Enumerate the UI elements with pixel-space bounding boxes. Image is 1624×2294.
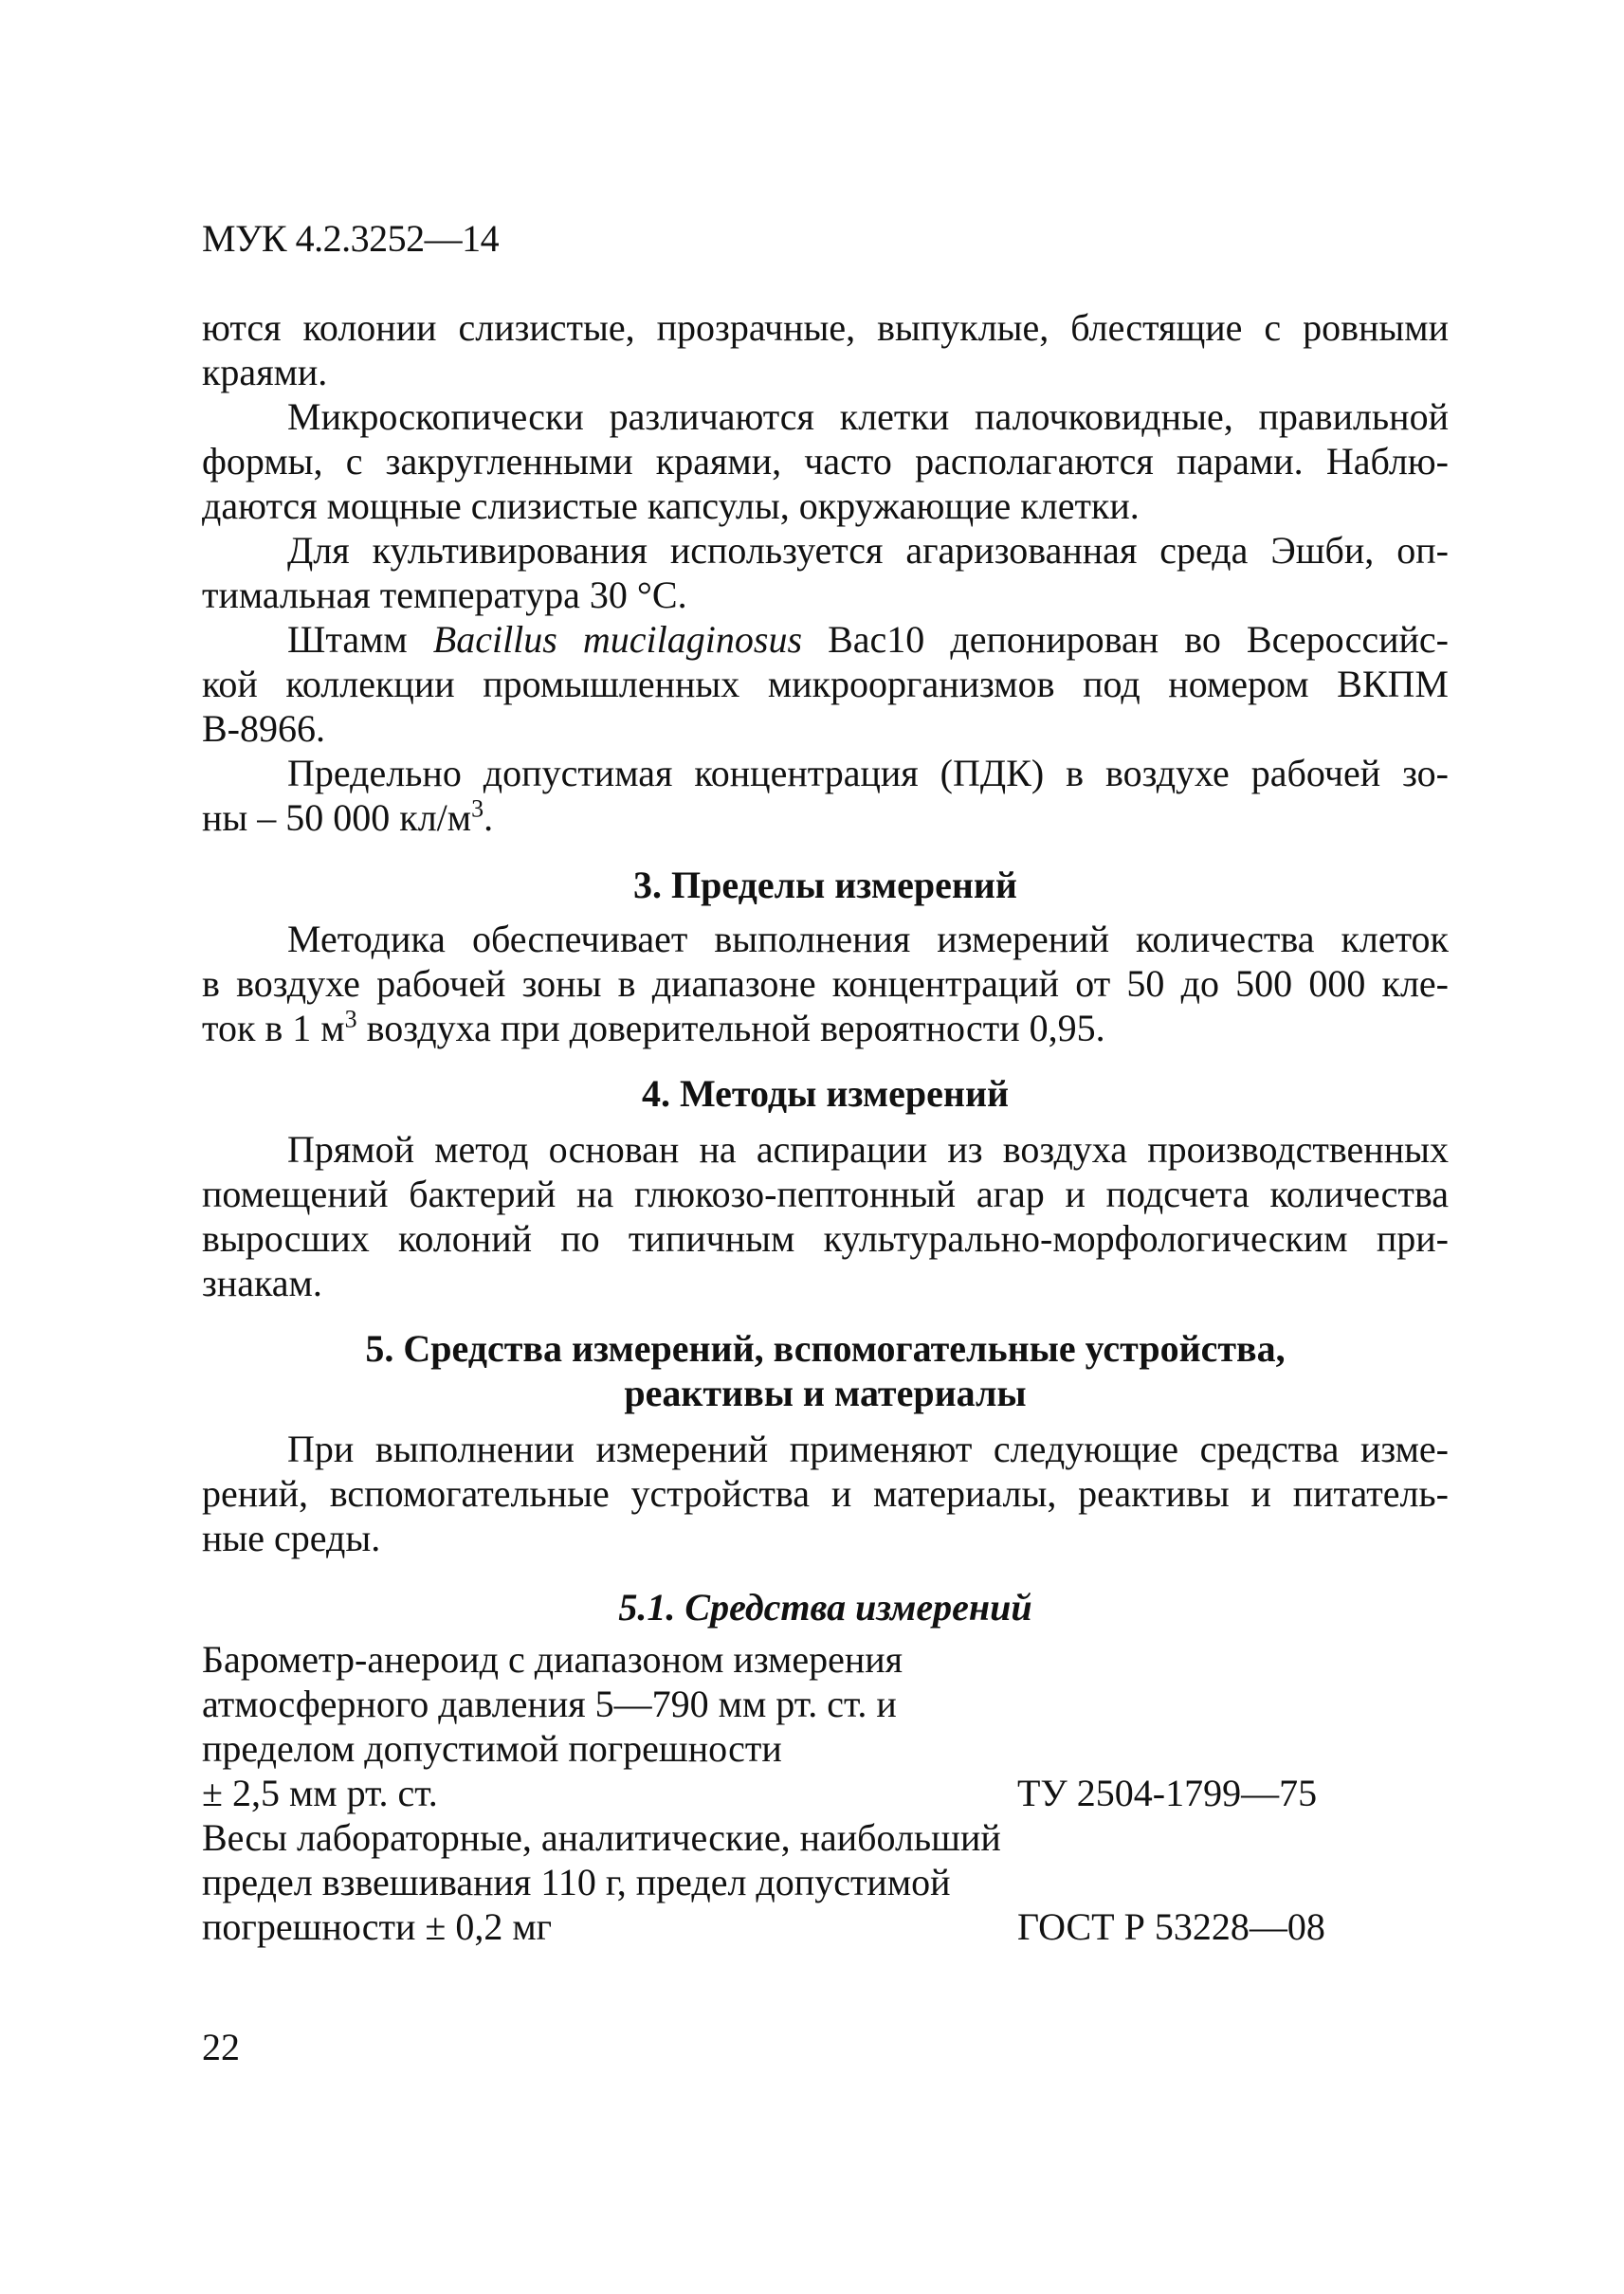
text-line: Прямой метод основан на аспирации из воздуха производственных [287, 1128, 1449, 1171]
section-3-heading: 3. Пределы измерений [633, 864, 1017, 906]
text-line: Микроскопически различаются клетки палочковидные, правильной [287, 395, 1449, 438]
strain-word: Штамм [287, 618, 408, 661]
paragraph-section-4 [202, 1127, 1449, 1305]
section-4-heading: 4. Методы измерений [641, 1072, 1010, 1115]
text-line: Предельно допустимая концентрация (ПДК) в воздухе рабочей зо- [287, 752, 1449, 794]
period: . [484, 796, 494, 839]
text-line [202, 617, 1449, 662]
pdk-value: ны – 50 000 кл/м [202, 796, 472, 839]
text-line: B-8966. [202, 707, 325, 750]
document-body [202, 305, 1449, 1949]
text-fragment: воздуха при доверительной вероятности 0,95. [356, 1007, 1105, 1049]
text-line [202, 795, 1449, 840]
strain-rest: Bac10 депонирован во Всероссийс- [828, 618, 1449, 661]
text-line: При выполнении измерений применяют следующие средства изме- [287, 1428, 1449, 1470]
paragraph-strain [202, 617, 1449, 751]
text-line: даются мощные слизистые капсулы, окружающие клетки. [202, 484, 1140, 527]
text-line: Для культивирования используется агаризованная среда Эшби, оп- [287, 529, 1449, 572]
superscript: 3 [344, 1005, 357, 1033]
text-line: тимальная температура 30 °С. [202, 574, 687, 616]
paragraph-pdk [202, 751, 1449, 840]
text-line [202, 1006, 1449, 1050]
text-line: Барометр-анероид с диапазоном измерения [202, 1638, 903, 1681]
heading-line: реактивы и материалы [624, 1372, 1027, 1414]
text-line: знакам. [202, 1262, 322, 1304]
text-line: помещений бактерий на глюкозо-пептонный агар и подсчета количества [202, 1173, 1449, 1215]
text-line: ± 2,5 мм рт. ст. [202, 1772, 438, 1814]
paragraph-microscopy [202, 394, 1449, 528]
instrument-barometer [202, 1637, 1449, 1815]
text-line: краями. [202, 351, 328, 393]
superscript: 3 [471, 794, 484, 823]
page-number: 22 [202, 2026, 240, 2068]
instrument-description [202, 1815, 1017, 1949]
text-line: формы, с закругленными краями, часто располагаются парами. Наблю- [202, 440, 1449, 482]
text-line: предел взвешивания 110 г, предел допустимой [202, 1861, 951, 1903]
paragraph-cultivation [202, 528, 1449, 617]
section-5-heading [202, 1326, 1449, 1415]
text-line: кой коллекции промышленных микроорганизмов под номером ВКПМ [202, 663, 1449, 705]
text-line: в воздухе рабочей зоны в диапазоне концентраций от 50 до 500 000 кле- [202, 962, 1449, 1005]
text-line: пределом допустимой погрешности [202, 1727, 782, 1770]
text-line: выросших колоний по типичным культурально-морфологическим при- [202, 1217, 1449, 1260]
text-fragment: ток в 1 м [202, 1007, 345, 1049]
paragraph-colonies [202, 305, 1449, 394]
instrument-standard-ref: ГОСТ Р 53228—08 [1017, 1905, 1325, 1948]
text-line: рений, вспомогательные устройства и материалы, реактивы и питатель- [202, 1472, 1449, 1515]
text-line: Весы лабораторные, аналитические, наибольший [202, 1816, 1001, 1859]
instrument-scales [202, 1815, 1449, 1949]
text-line: ются колонии слизистые, прозрачные, выпуклые, блестящие с ровными [202, 306, 1449, 349]
text-line: атмосферного давления 5—790 мм рт. ст. и [202, 1683, 897, 1725]
text-line: погрешности ± 0,2 мг [202, 1905, 553, 1948]
text-line: ные среды. [202, 1517, 381, 1559]
document-code: МУК 4.2.3252—14 [202, 217, 500, 260]
paragraph-section-3 [202, 917, 1449, 1050]
species-name: Bacillus mucilaginosus [432, 618, 803, 661]
instrument-standard-ref: ТУ 2504-1799—75 [1017, 1772, 1318, 1814]
text-line: Методика обеспечивает выполнения измерений количества клеток [287, 918, 1449, 960]
heading-line: 5. Средства измерений, вспомогательные устройства, [365, 1327, 1286, 1370]
subsection-5-1-heading: 5.1. Средства измерений [618, 1586, 1032, 1629]
instrument-description [202, 1637, 1017, 1815]
paragraph-section-5 [202, 1427, 1449, 1560]
